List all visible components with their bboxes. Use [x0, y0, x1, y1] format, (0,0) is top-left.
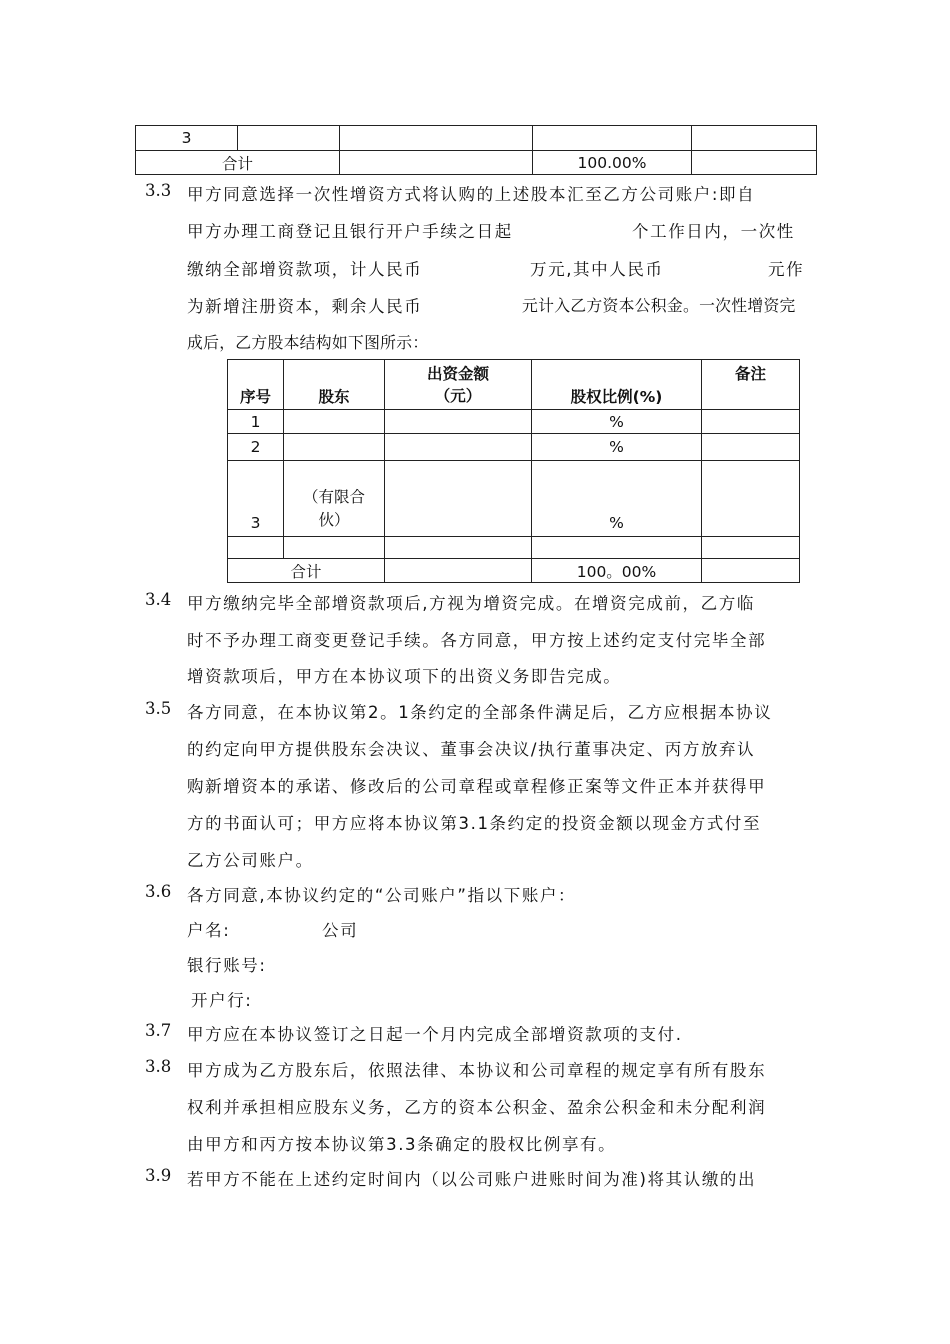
paragraph-line: 元计入乙方资本公积金。一次性增资完	[522, 296, 796, 315]
paragraph-line: 的约定向甲方提供股东会决议、董事会决议/执行董事决定、丙方放弃认	[187, 740, 756, 759]
paragraph-line: 甲方应在本协议签订之日起一个月内完成全部增资款项的支付.	[187, 1025, 683, 1044]
account-name-label: 户名:	[187, 921, 231, 940]
total-row	[228, 559, 800, 583]
paragraph-line: 各方同意,本协议约定的“公司账户”指以下账户：	[187, 886, 577, 905]
total-label: 合计	[136, 151, 340, 175]
paragraph-line: 甲方缴纳完毕全部增资款项后,方视为增资完成。在增资完成前，乙方临	[187, 594, 755, 613]
row-ratio: %	[532, 461, 702, 537]
bank-branch-label: 开户行:	[191, 991, 253, 1010]
header-amount-line1: 出资金额	[426, 364, 489, 383]
top-table	[135, 125, 817, 175]
header-amount-line2: （元）	[434, 386, 482, 405]
clause-number: 3.8	[145, 1057, 172, 1076]
seq-cell: 3	[136, 126, 238, 151]
table-row	[228, 410, 800, 434]
clause-number: 3.5	[145, 699, 172, 718]
paragraph-line: 时不予办理工商变更登记手续。各方同意，甲方按上述约定支付完毕全部	[187, 631, 767, 650]
table-row	[228, 434, 800, 461]
paragraph-line: 元作	[768, 260, 805, 279]
paragraph-line: 甲方成为乙方股东后，依照法律、本协议和公司章程的规定享有所有股东	[187, 1061, 767, 1080]
paragraph-line: 为新增注册资本，剩余人民币	[187, 297, 423, 316]
row-holder-line2: 伙）	[318, 511, 350, 529]
paragraph-line: 甲方办理工商登记且银行开户手续之日起	[187, 222, 513, 241]
paragraph-line: 权利并承担相应股东义务，乙方的资本公积金、盈余公积金和未分配利润	[187, 1098, 767, 1117]
table-row	[136, 126, 817, 151]
paragraph-line: 个工作日内，一次性	[632, 222, 795, 241]
paragraph-line: 由甲方和丙方按本协议第3.3条确定的股权比例享有。	[187, 1135, 617, 1154]
header-amount	[385, 360, 532, 410]
header-ratio: 股权比例(%)	[532, 360, 702, 410]
paragraph-line: 若甲方不能在上述约定时间内（以公司账户进账时间为准)将其认缴的出	[187, 1170, 757, 1189]
paragraph-line: 增资款项后，甲方在本协议项下的出资义务即告完成。	[187, 667, 622, 686]
paragraph-line: 万元,其中人民币	[530, 260, 664, 279]
row-ratio: %	[532, 410, 702, 434]
account-name-value: 公司	[322, 921, 359, 940]
paragraph-line: 甲方同意选择一次性增资方式将认购的上述股本汇至乙方公司账户:即自	[187, 185, 756, 204]
table-row	[228, 461, 800, 537]
clause-number: 3.9	[145, 1166, 172, 1185]
table-row	[136, 151, 817, 175]
clause-number: 3.6	[145, 882, 172, 901]
row-seq: 1	[228, 410, 284, 434]
row-holder	[284, 461, 385, 537]
clause-number: 3.7	[145, 1021, 172, 1040]
header-note: 备注	[702, 360, 800, 410]
header-seq: 序号	[228, 360, 284, 410]
paragraph-line: 缴纳全部增资款项，计人民币	[187, 260, 423, 279]
row-seq: 2	[228, 434, 284, 461]
row-holder-line1: （有限合	[302, 488, 365, 506]
total-label: 合计	[228, 559, 385, 583]
total-ratio: 100.00%	[533, 151, 692, 175]
paragraph-line: 成后，乙方股本结构如下图所示：	[187, 333, 429, 352]
paragraph-line: 方的书面认可；甲方应将本协议第3.1条约定的投资金额以现金方式付至	[187, 814, 762, 833]
paragraph-line: 乙方公司账户。	[187, 851, 314, 870]
paragraph-line: 各方同意，在本协议第2。1条约定的全部条件满足后，乙方应根据本协议	[187, 703, 773, 722]
equity-table	[227, 359, 800, 583]
table-row	[228, 537, 800, 559]
table-header-row	[228, 360, 800, 410]
row-seq: 3	[228, 461, 284, 537]
total-ratio: 100。00%	[532, 559, 702, 583]
paragraph-line: 购新增资本的承诺、修改后的公司章程或章程修正案等文件正本并获得甲	[187, 777, 767, 796]
header-holder: 股东	[284, 360, 385, 410]
row-ratio: %	[532, 434, 702, 461]
clause-number: 3.4	[145, 590, 172, 609]
clause-number: 3.3	[145, 181, 172, 200]
bank-account-label: 银行账号:	[187, 956, 267, 975]
